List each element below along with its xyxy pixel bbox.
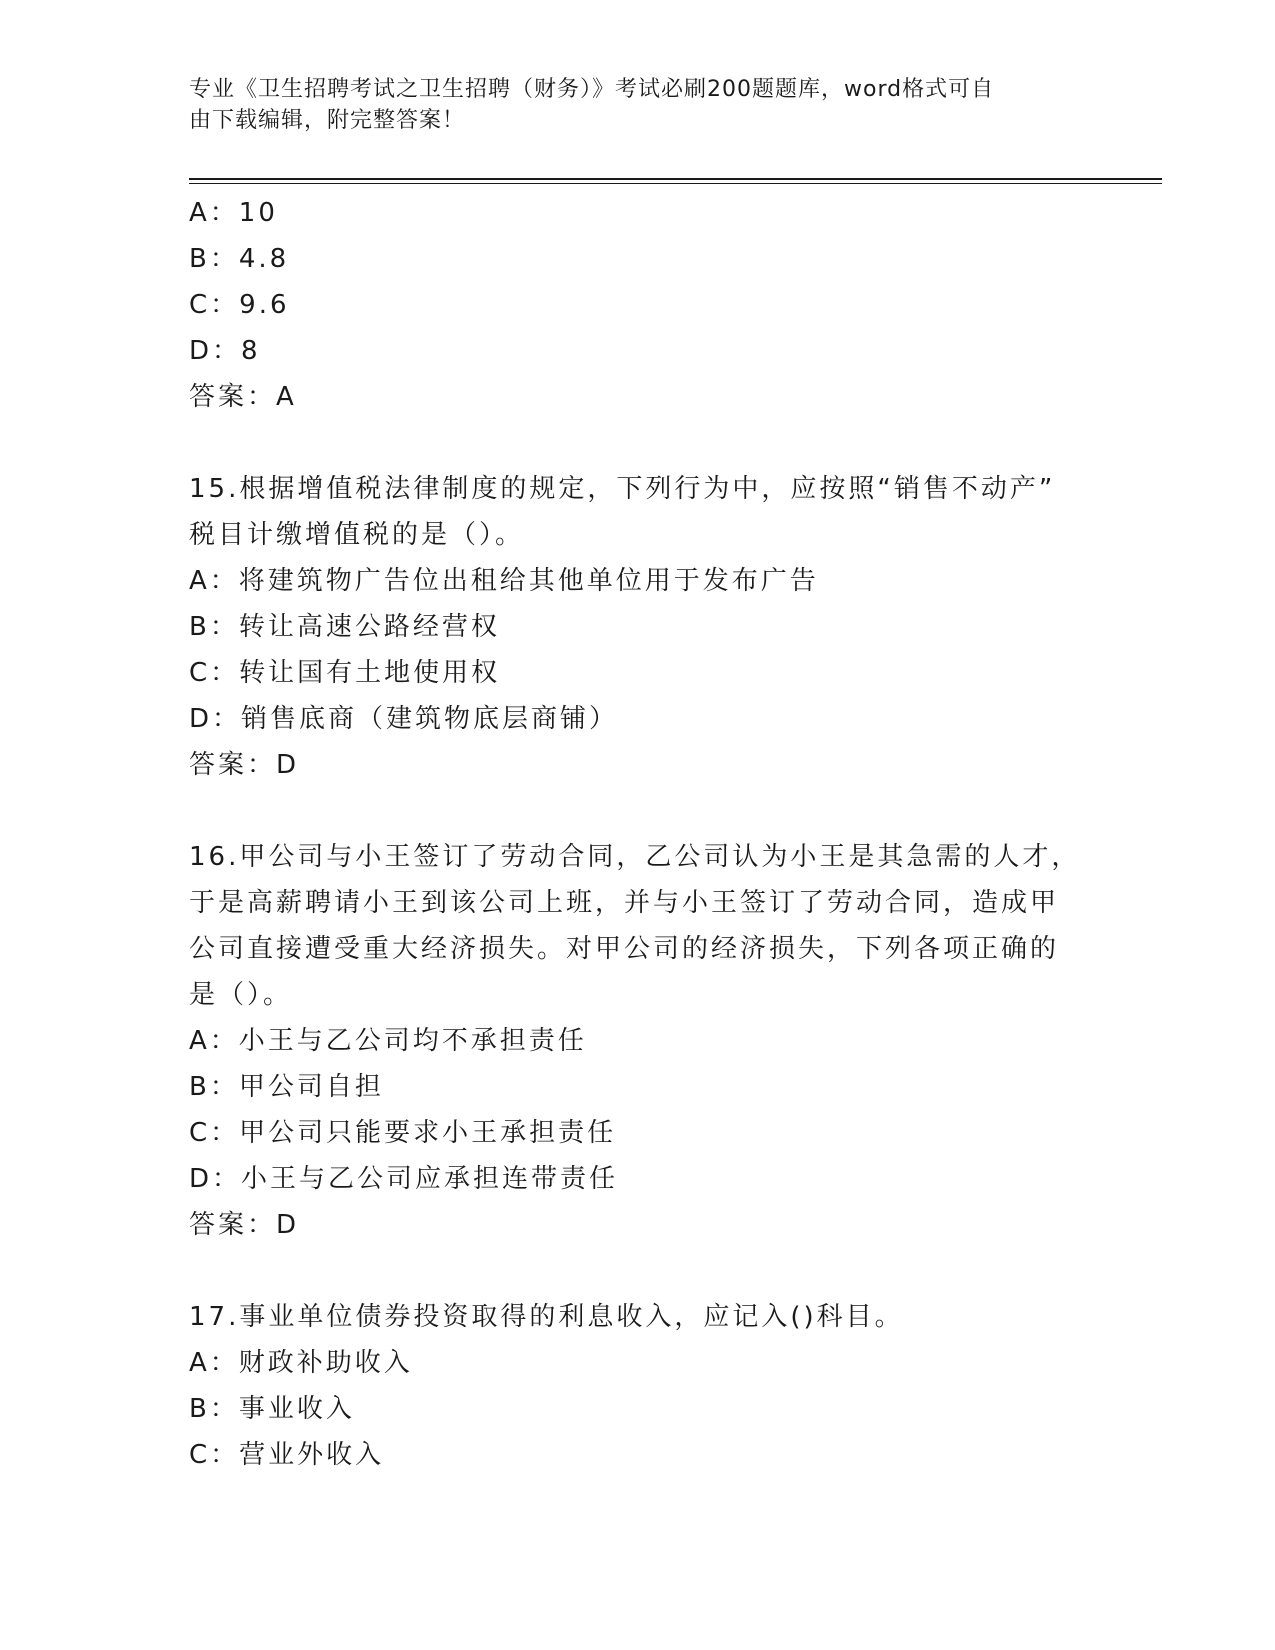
question-stem-line: 是（）。 [189,980,293,1010]
option-b: B：4.8 [189,244,290,274]
answer: 答案：D [189,750,300,780]
option-d: D：销售底商（建筑物底层商铺） [189,704,619,734]
header-line-2: 由下载编辑，附完整答案！ [189,108,466,133]
spacer [189,420,1069,466]
option-d: D：8 [189,336,261,366]
question-15 [189,466,1069,788]
spacer [189,788,1069,834]
option-c: C：转让国有土地使用权 [189,658,501,688]
question-stem-line: 17.事业单位债券投资取得的利息收入，应记入()科目。 [189,1302,904,1332]
answer: 答案：A [189,382,297,412]
option-c: C：甲公司只能要求小王承担责任 [189,1118,617,1148]
option-a: A：小王与乙公司均不承担责任 [189,1026,587,1056]
spacer [189,1248,1069,1294]
option-b: B：甲公司自担 [189,1072,384,1102]
question-stem-line: 16.甲公司与小王签订了劳动合同，乙公司认为小王是其急需的人才， [189,842,1081,872]
question-stem-line: 于是高薪聘请小王到该公司上班，并与小王签订了劳动合同，造成甲 [189,888,1060,918]
option-a: A：10 [189,198,278,228]
option-a: A：财政补助收入 [189,1348,413,1378]
option-c: C：营业外收入 [189,1440,385,1470]
question-16 [189,834,1081,1248]
question-stem-line: 税目计缴增值税的是（）。 [189,520,525,550]
header-divider-thin [189,183,1162,184]
option-c: C：9.6 [189,290,290,320]
option-a: A：将建筑物广告位出租给其他单位用于发布广告 [189,566,819,596]
answer: 答案：D [189,1210,300,1240]
header-divider-thick [189,178,1162,180]
question-14 [189,190,1069,420]
option-b: B：事业收入 [189,1394,355,1424]
document-header [189,74,1079,136]
question-list [189,190,1081,1478]
header-line-1: 专业《卫生招聘考试之卫生招聘（财务）》考试必刷200题题库，word格式可自 [189,77,995,102]
question-stem-line: 公司直接遭受重大经济损失。对甲公司的经济损失，下列各项正确的 [189,934,1060,964]
question-17 [189,1294,1069,1478]
option-d: D：小王与乙公司应承担连带责任 [189,1164,619,1194]
option-b: B：转让高速公路经营权 [189,612,500,642]
question-stem-line: 15.根据增值税法律制度的规定，下列行为中，应按照“销售不动产” [189,474,1056,504]
